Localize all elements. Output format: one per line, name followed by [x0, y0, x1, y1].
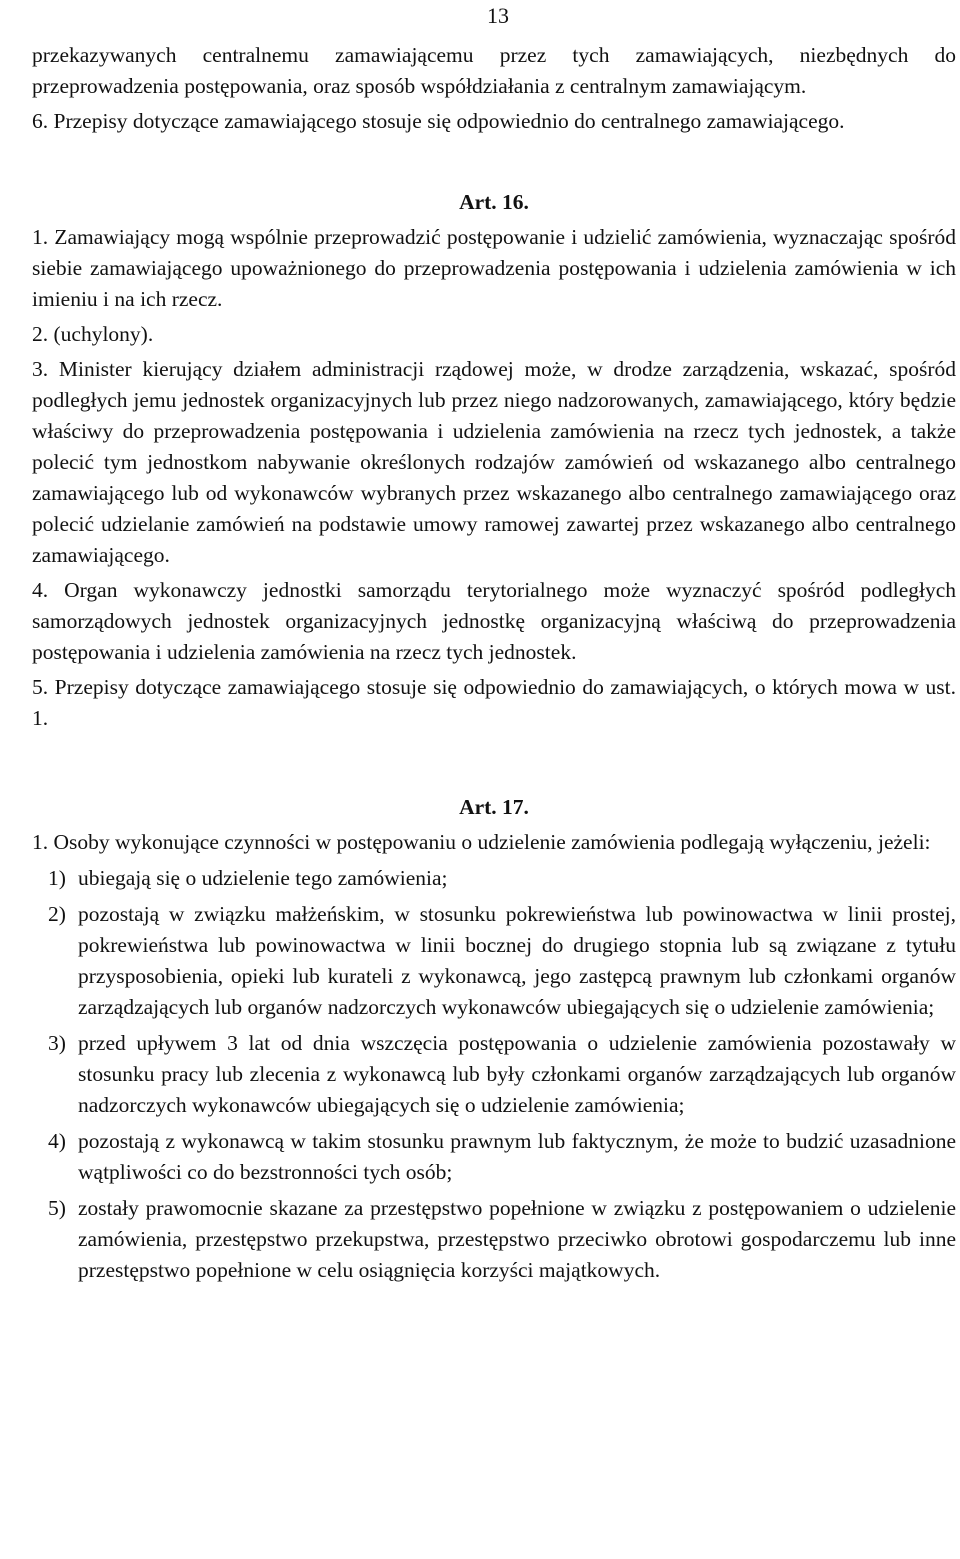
list-item-text: pozostają w związku małżeńskim, w stosunku pokrewieństwa lub powinowactwa w linii prostej, pokrewieństwa lub powinowactwa w linii bocznej do drugiego stopnia lub są związane z tytułu przysposobienia, opieki lub kurateli z wykonawcą, jego zastępcą prawnym lub członkami organów zarządzających lub organów nadzorczych wykonawców ubiegających się o udzielenie zamówienia; [78, 902, 956, 1019]
list-item-number: 5) [48, 1196, 66, 1220]
art-16-paragraph-1: 1. Zamawiający mogą wspólnie przeprowadzić postępowanie i udzielić zamówienia, wyznaczając spośród siebie zamawiającego upoważnionego do przeprowadzenia postępowania i udzielenia zamówienia w ich imieniu i na ich rzecz. [32, 225, 956, 311]
paragraph-6: 6. Przepisy dotyczące zamawiającego stosuje się odpowiednio do centralnego zamawiającego. [32, 109, 845, 133]
list-item-text: zostały prawomocnie skazane za przestępstwo popełnione w związku z postępowaniem o udzielenie zamówienia, przestępstwo przekupstwa, przestępstwo przeciwko obrotowi gospodarczemu lub inne przestępstwo popełnione w celu osiągnięcia korzyści majątkowych. [78, 1196, 956, 1282]
list-item [32, 1028, 956, 1121]
list-item [32, 1193, 956, 1286]
continuation-paragraph: przekazywanych centralnemu zamawiającemu przez tych zamawiających, niezbędnych do przeprowadzenia postępowania, oraz sposób współdziałania z centralnym zamawiającym. [32, 43, 956, 98]
list-item [32, 899, 956, 1023]
art-17-paragraph-1: 1. Osoby wykonujące czynności w postępowaniu o udzielenie zamówienia podlegają wyłączeniu, jeżeli: [32, 830, 931, 854]
art-16-paragraph-2: 2. (uchylony). [32, 322, 154, 346]
list-item-text: przed upływem 3 lat od dnia wszczęcia postępowania o udzielenie zamówienia pozostawały w stosunku pracy lub zlecenia z wykonawcą lub były członkami organów zarządzających lub organów nadzorczych wykonawców ubiegających się o udzielenie zamówienia; [78, 1031, 956, 1117]
art-16-heading: Art. 16. [459, 190, 529, 214]
list-item-text: pozostają z wykonawcą w takim stosunku prawnym lub faktycznym, że może to budzić uzasadnione wątpliwości co do bezstronności tych osób; [78, 1129, 956, 1184]
list-item-number: 3) [48, 1031, 66, 1055]
document-body [32, 40, 956, 1291]
page-number: 13 [487, 3, 509, 28]
art-16-paragraph-3: 3. Minister kierujący działem administracji rządowej może, w drodze zarządzenia, wskazać, spośród podległych jemu jednostek organizacyjnych lub przez niego nadzorowanych, zamawiającego, który będzie właściwy do przeprowadzenia postępowania i udzielenia zamówienia na rzecz tych jednostek, a także polecić tym jednostkom nabywanie określonych rodzajów zamówień od wskazanego albo centralnego zamawiającego lub od wykonawców wybranych przez wskazanego albo centralnego zamawiającego oraz polecić udzielanie zamówień na podstawie umowy ramowej zawartej przez wskazanego albo centralnego zamawiającego. [32, 357, 956, 567]
list-item-number: 1) [48, 866, 66, 890]
list-item [32, 1126, 956, 1188]
art-17-heading: Art. 17. [459, 795, 529, 819]
exclusion-list [32, 863, 956, 1286]
art-16-paragraph-5: 5. Przepisy dotyczące zamawiającego stosuje się odpowiednio do zamawiających, o których mowa w ust. 1. [32, 675, 956, 730]
list-item-number: 2) [48, 902, 66, 926]
list-item-number: 4) [48, 1129, 66, 1153]
art-16-paragraph-4: 4. Organ wykonawczy jednostki samorządu terytorialnego może wyznaczyć spośród podległych samorządowych jednostek organizacyjnych jednostkę organizacyjną właściwą do przeprowadzenia postępowania i udzielenia zamówienia na rzecz tych jednostek. [32, 578, 956, 664]
list-item-text: ubiegają się o udzielenie tego zamówienia; [78, 866, 448, 890]
list-item [32, 863, 956, 894]
